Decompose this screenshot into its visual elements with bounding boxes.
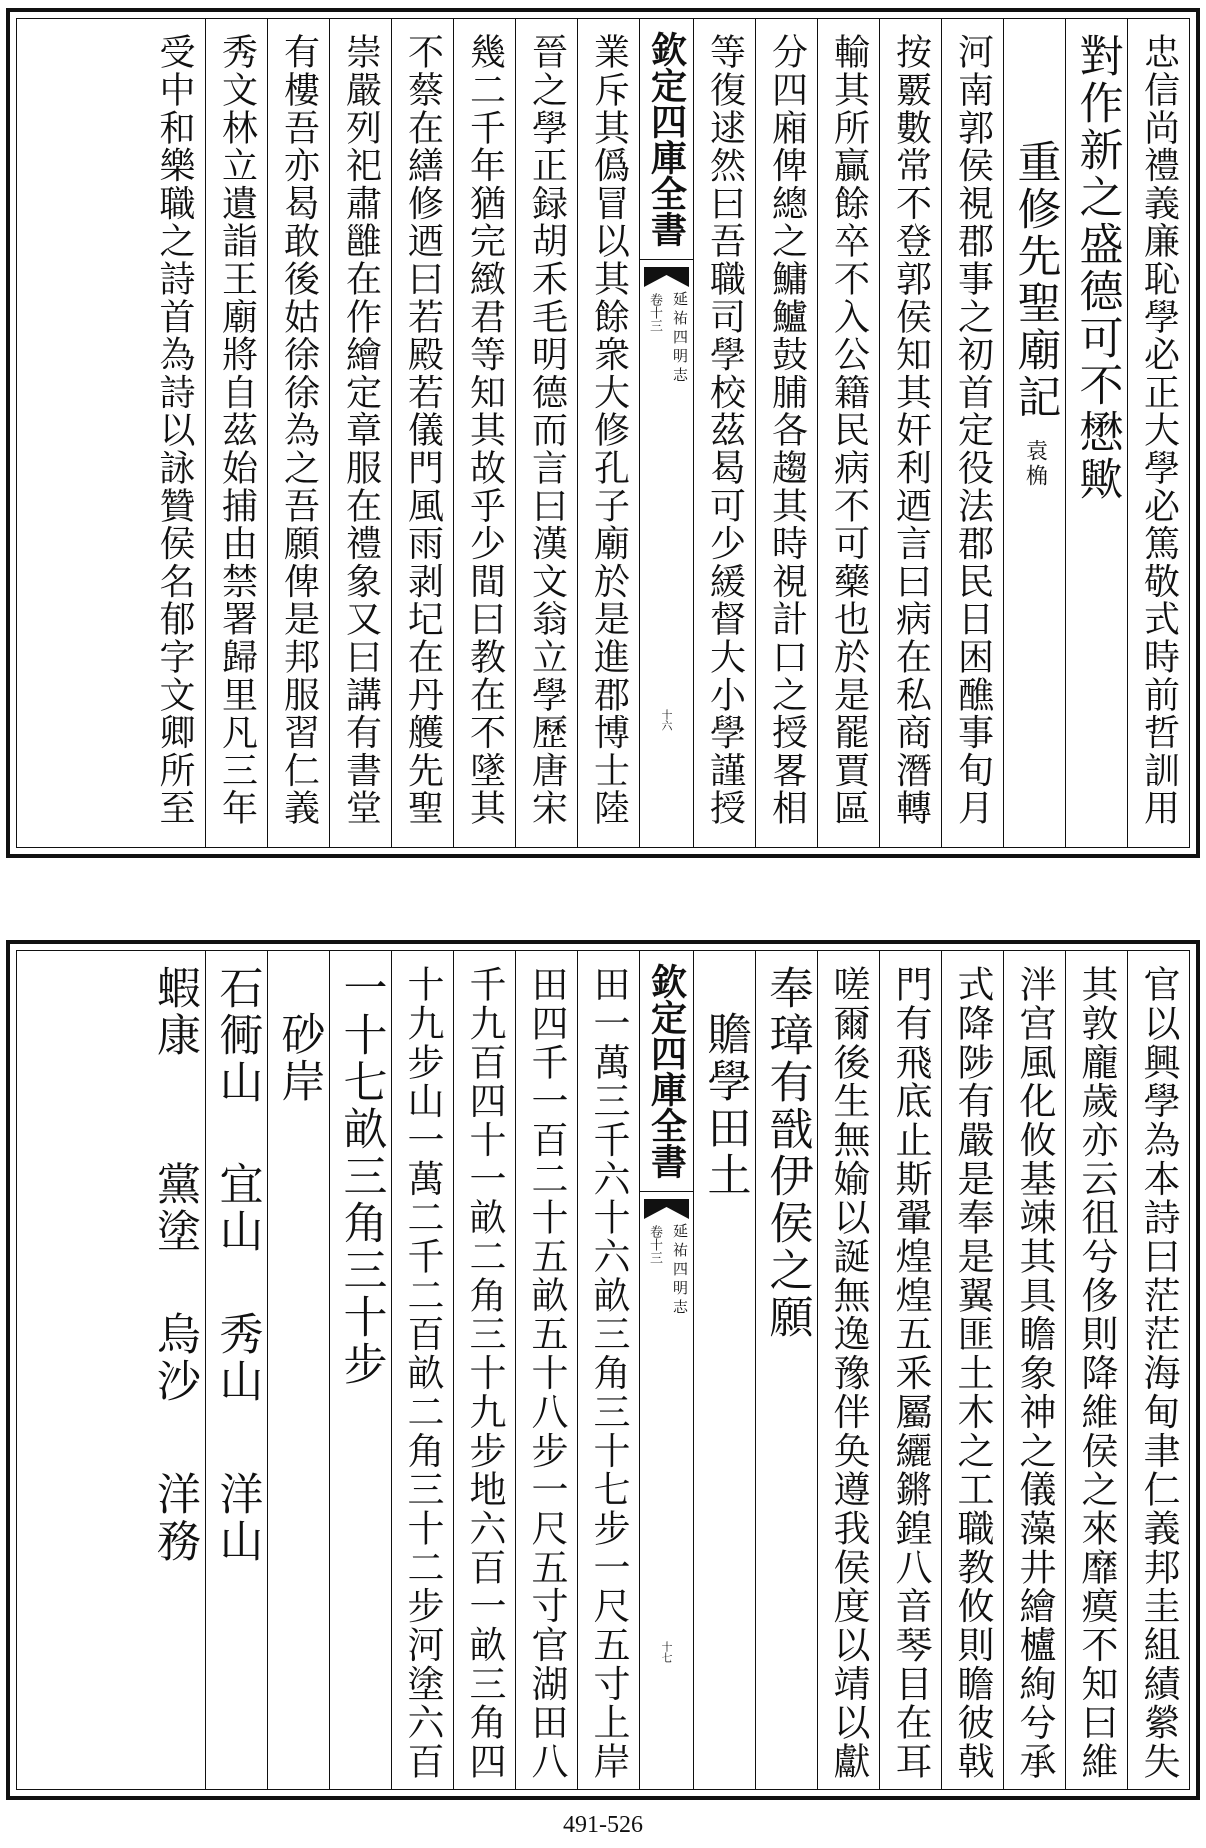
- column-text: 對作新之盛德可不懋歟: [1071, 33, 1123, 503]
- column-text: 秀文林立遺詣王廟將自茲始捕由禁署歸里凡三年: [216, 33, 258, 827]
- place-name: 洋山: [211, 1471, 263, 1565]
- column-text: 式降陟有嚴是奉是翼匪土木之工職教攸則瞻彼戟: [951, 965, 994, 1781]
- place-name: 秀山: [211, 1311, 263, 1405]
- column-text: 一十七畝三角三十步: [335, 965, 387, 1388]
- text-column: [1127, 951, 1189, 1789]
- text-column: [329, 951, 391, 1789]
- column-text: 崇嚴列祀肅雝在作繪定章服在禮象又曰講有書堂: [340, 33, 382, 827]
- column-text: 晉之學正録胡禾毛明德而言曰漢文翁立學歷唐宋: [526, 33, 568, 827]
- column-text: 泮宫風化攸基竦其具瞻象神之儀藻井繪櫨絢兮承: [1013, 965, 1056, 1781]
- text-column: [817, 19, 879, 847]
- text-column: [879, 951, 941, 1789]
- place-name-column: [143, 951, 205, 1789]
- text-column: [391, 19, 453, 847]
- essay-title: 重修先聖廟記: [1009, 139, 1061, 421]
- text-column: [577, 951, 639, 1789]
- text-column: [693, 19, 755, 847]
- book-title: 欽定四庫全書: [645, 31, 688, 247]
- column-text: 等復逑然曰吾職司學校茲曷可少緩督大小學謹授: [704, 33, 746, 827]
- column-text: 有樓吾亦曷敢後姑徐徐為之吾願俾是邦服習仁義: [278, 33, 320, 827]
- text-column: [941, 19, 1003, 847]
- column-text: 千九百四十一畝二角三十九步地六百一畝三角四: [463, 965, 506, 1781]
- page-number: 491-526: [563, 1812, 643, 1838]
- upper-page-frame: [16, 18, 1190, 848]
- column-text: 官以興學為本詩曰茫茫海甸聿仁義邦圭組績縈失: [1137, 965, 1180, 1781]
- fishtail-mark-icon: [644, 1199, 689, 1219]
- gutter-juan: 卷十三: [647, 1225, 662, 1264]
- text-column: [941, 951, 1003, 1789]
- column-text: 其敦龐歲亦云徂兮侈則降維侯之來靡瘼不知曰維: [1075, 965, 1118, 1781]
- center-gutter: [639, 19, 693, 847]
- text-column: [693, 951, 755, 1789]
- text-column: [879, 19, 941, 847]
- text-column: [143, 19, 205, 847]
- column-text: 輸其所贏餘卒不入公籍民病不可藥也於是罷賈區: [828, 33, 870, 827]
- text-column: [1003, 951, 1065, 1789]
- column-text: 奉璋有戩伊侯之願: [761, 965, 813, 1341]
- gutter-side-label: 延祐四明志: [671, 1223, 689, 1318]
- text-column: [1127, 19, 1189, 847]
- column-text: 不蔡在繕修迺曰若殿若儀門風雨剥圮在丹艧先聖: [402, 33, 444, 827]
- gutter-divider: [640, 259, 693, 260]
- text-column: [267, 951, 329, 1789]
- upper-page: [6, 8, 1200, 858]
- column-text: 受中和樂職之詩首為詩以詠贊侯名郁字文卿所至: [154, 33, 195, 827]
- text-column: [1065, 19, 1127, 847]
- text-column: [1065, 951, 1127, 1789]
- text-column: [515, 951, 577, 1789]
- text-column: [205, 19, 267, 847]
- column-text: 嗟爾後生無媮以誕無逸豫伴奂遵我侯度以靖以獻: [827, 965, 870, 1781]
- place-name: 蝦康: [149, 965, 200, 1059]
- column-text: 田四千一百二十五畝五十八步一尺五寸官湖田八: [525, 965, 568, 1781]
- lower-page: [6, 940, 1200, 1800]
- text-column: [817, 951, 879, 1789]
- lower-page-frame: [16, 950, 1190, 1790]
- text-column: [329, 19, 391, 847]
- column-text: 忠信尚禮義廉恥學必正大學必篤敬式時前哲訓用: [1138, 33, 1180, 827]
- text-column: [267, 19, 329, 847]
- text-column: [515, 19, 577, 847]
- text-column: [391, 951, 453, 1789]
- place-name: 石衕山: [211, 965, 263, 1106]
- column-text: 田一萬三千六十六畝三角三十七步一尺五寸上岸: [587, 965, 630, 1781]
- gutter-divider: [640, 1191, 693, 1192]
- upper-page-columns: [17, 19, 1189, 847]
- column-text: 十九步山一萬二千二百畝二角三十二步河塗六百: [401, 965, 444, 1781]
- essay-title-column: [1003, 19, 1065, 847]
- text-column: [453, 19, 515, 847]
- column-text: 分四廂俾總之鱅鱸鼓脯各趨其時視計口之授畧相: [766, 33, 808, 827]
- place-name-column: [205, 951, 267, 1789]
- place-name: 洋務: [149, 1471, 200, 1565]
- text-column: [755, 19, 817, 847]
- text-column: [755, 951, 817, 1789]
- text-column: [577, 19, 639, 847]
- place-name: 宜山: [211, 1161, 263, 1255]
- place-name: 黨塗: [149, 1161, 200, 1255]
- gutter-side-label: 延祐四明志: [671, 291, 689, 386]
- column-text: 按覈數常不登郭侯知其奸利迺言曰病在私商潛轉: [890, 33, 932, 827]
- column-text: 業斥其僞冒以其餘衆大修孔子廟於是進郡博士陸: [588, 33, 630, 827]
- section-heading: 砂岸: [273, 1011, 325, 1105]
- fishtail-mark-icon: [644, 267, 689, 287]
- book-title: 欽定四庫全書: [645, 963, 688, 1179]
- lower-page-columns: [17, 951, 1189, 1789]
- center-gutter: [639, 951, 693, 1789]
- gutter-folio: 十七: [660, 1641, 673, 1663]
- section-heading: 贍學田土: [699, 1011, 751, 1199]
- column-text: 河南郭侯視郡事之初首定役法郡民日困醮事旬月: [952, 33, 994, 827]
- essay-author: 袁桷: [1022, 439, 1048, 489]
- column-text: 門有飛底止斯翬煌煌五釆屬纚鏘鍠八音琴目在耳: [889, 965, 932, 1781]
- text-column: [453, 951, 515, 1789]
- gutter-juan: 卷十三: [647, 293, 662, 332]
- gutter-folio: 十六: [660, 709, 673, 731]
- column-text: 幾二千年猶完緻君等知其故乎少間曰教在不墜其: [464, 33, 506, 827]
- place-name: 烏沙: [149, 1311, 200, 1405]
